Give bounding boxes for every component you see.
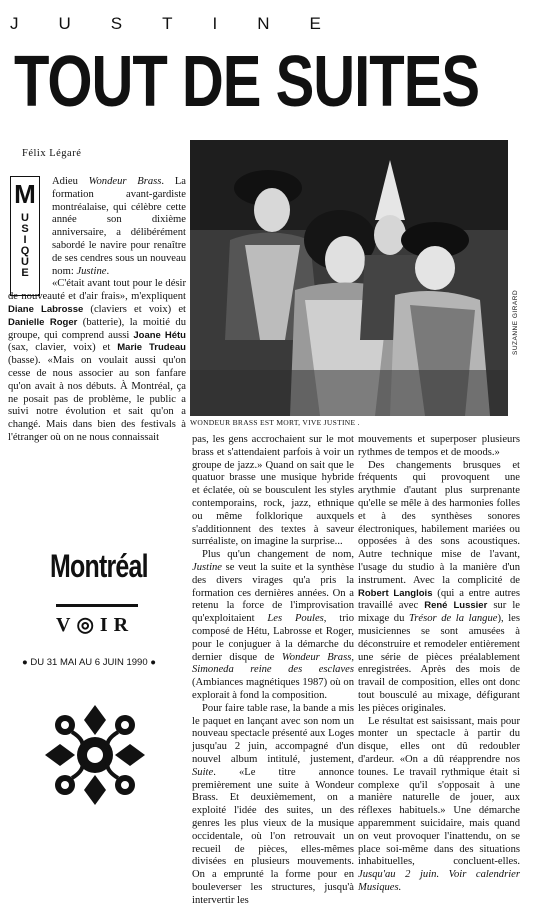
paragraph: Le résultat est saisissant, mais pour monter un spectacle à partir du disque, elles ont dû redoubler d'ardeur. «On a dû réapprendre nos tounes. Le travail rythmique était si complexe qu'il s'opposait à une manière naturelle de jouer, aux réflexes habituels.» Une démarche apparemment suicidaire, mais quand on veut provoquer l'inattendu, on se place soi-même dans des situations inhabituelles, concluent-elles. Jusqu'au 2 juin. Voir calendrier Musiques. xyxy=(358,715,520,893)
musician-name: Joane Hétu xyxy=(133,329,186,341)
section-tag-letter: U xyxy=(21,212,29,224)
section-tag-letter: I xyxy=(23,234,27,246)
photo-credit: SUZANNE GIRARD xyxy=(512,289,519,355)
person-name: René Lussier xyxy=(424,600,488,612)
paragraph: mouvements et superposer plusieurs rythmes de tempos et de moods.» xyxy=(358,434,520,458)
paragraph: Des changements brusques et fréquents qui provoquent une arythmie d'autant plus surprenante qu'elle se mêle à des harmonies folles et à des synthèses sonores électroniques, habilement mariées ou opposées à des sons acoustiques. Autre technique mise de l'avant, l'usage du studio à la manière d'un instrument. Avec la complicité de Robert Langlois (qui a entre autres travaillé avec René Lussier sur le mixage du Trésor de la langue), les musiciennes se sont amusées à déconstruire et remodeler entièrement une série de pièces préalablement enregistrées. Après des mois de travail de composition, elles ont donc tout bousculé au mixage, défigurant les pièces originales. xyxy=(358,459,520,714)
montreal-logo: Montréal xyxy=(50,548,148,584)
paragraph: pas, les gens accrochaient sur le mot brass et s'attendaient parfois à voir un groupe de jazz.» Quand on sait que le quatuor brasse une musique hybride et éclatée, où se bousculent les styles contemporains, rock, jazz, ethnique ou même folklorique auxquels s'additionnent des textes à saveur surréaliste, on imagine la surprise... xyxy=(192,434,354,548)
paragraph: Adieu Wondeur Brass. La formation avant-gardiste montréalaise, qui célèbre cette année son dixième anniversaire, a délibérément sabordé le navire pour renaître de ses cendres sous un nouveau nom: Justine. xyxy=(52,176,186,277)
person-name: Robert Langlois xyxy=(358,587,433,599)
headline: TOUT DE SUITES xyxy=(14,41,480,123)
section-tag-letter: E xyxy=(21,267,29,279)
fleuron-ornament-icon xyxy=(40,700,150,810)
musician-name: Diane Labrosse xyxy=(8,303,84,315)
bullet-icon: ● xyxy=(22,657,28,668)
section-tag-letter: S xyxy=(21,223,29,235)
photo-caption: WONDEUR BRASS EST MORT, VIVE JUSTINE . xyxy=(190,418,360,427)
kicker-justine: JUSTINE xyxy=(10,14,361,33)
paragraph: Plus qu'un changement de nom, Justine se veut la suite et la synthèse des divers virages qu'a pris la formation ces dernières années. On a retenu la force de l'improvisation qu'exploitaient Les Poules, trio composé de Hétu, Labrosse et Roger, pour le conjuguer à la démarche du dernier disque de Wondeur Brass, Simoneda reine des esclaves (Ambiances magnétiques 1987) où on explorait à fond la composition. xyxy=(192,549,354,701)
paragraph: Pour faire table rase, la bande a mis le paquet en lançant avec son nom un nouveau spectacle présenté aux Loges jusqu'au 2 juin, accompagné d'un nouvel album intitulé, justement, Suite. «Le titre annonce premièrement une suite à Wondeur Brass. Et deuxièmement, on a exploité l'idée des suites, un des genres les plus vieux de la musique occidentale, où l'on retrouvait un recueil de pièces, elles-mêmes divisées en plusieurs mouvements. On a emprunté la forme pour en bouleverser les structures, jusqu'à intervertir les xyxy=(192,702,354,906)
divider xyxy=(56,604,138,607)
article-col2 xyxy=(192,434,354,907)
musician-name: Marie Trudeau xyxy=(117,342,186,354)
band-photo xyxy=(190,140,508,416)
voir-logo: V◎IR xyxy=(56,614,135,636)
paragraph: «C'était avant tout pour le désir de nouveauté et d'air frais», m'expliquent Diane Labrosse (claviers et voix) et Danielle Roger (batterie), la moitié du groupe, qui comprend aussi Joane Hétu (sax, clavier, voix) et Marie Trudeau (basse). «Mais on voulait aussi qu'on cesse de nous associer au son fanfare qu'on avait à nos débuts. À Montréal, ça ne posait pas de problème, le public a suivi notre évolution et sait qu'on a changé. Mais dans bien des festivals à l'étranger où on ne nous connaissait xyxy=(8,278,187,443)
band-photo-illustration xyxy=(190,140,508,416)
issue-dates: ● DU 31 MAI AU 6 JUIN 1990 ● xyxy=(22,657,156,668)
section-tag-initial: M xyxy=(14,179,36,209)
section-tag-letter: Q xyxy=(20,245,30,257)
article-col1 xyxy=(8,176,186,445)
article-col3 xyxy=(358,434,520,895)
bullet-icon: ● xyxy=(150,657,156,668)
byline: Félix Légaré xyxy=(22,148,82,159)
musician-name: Danielle Roger xyxy=(8,316,78,328)
section-tag-letter: U xyxy=(21,256,29,268)
